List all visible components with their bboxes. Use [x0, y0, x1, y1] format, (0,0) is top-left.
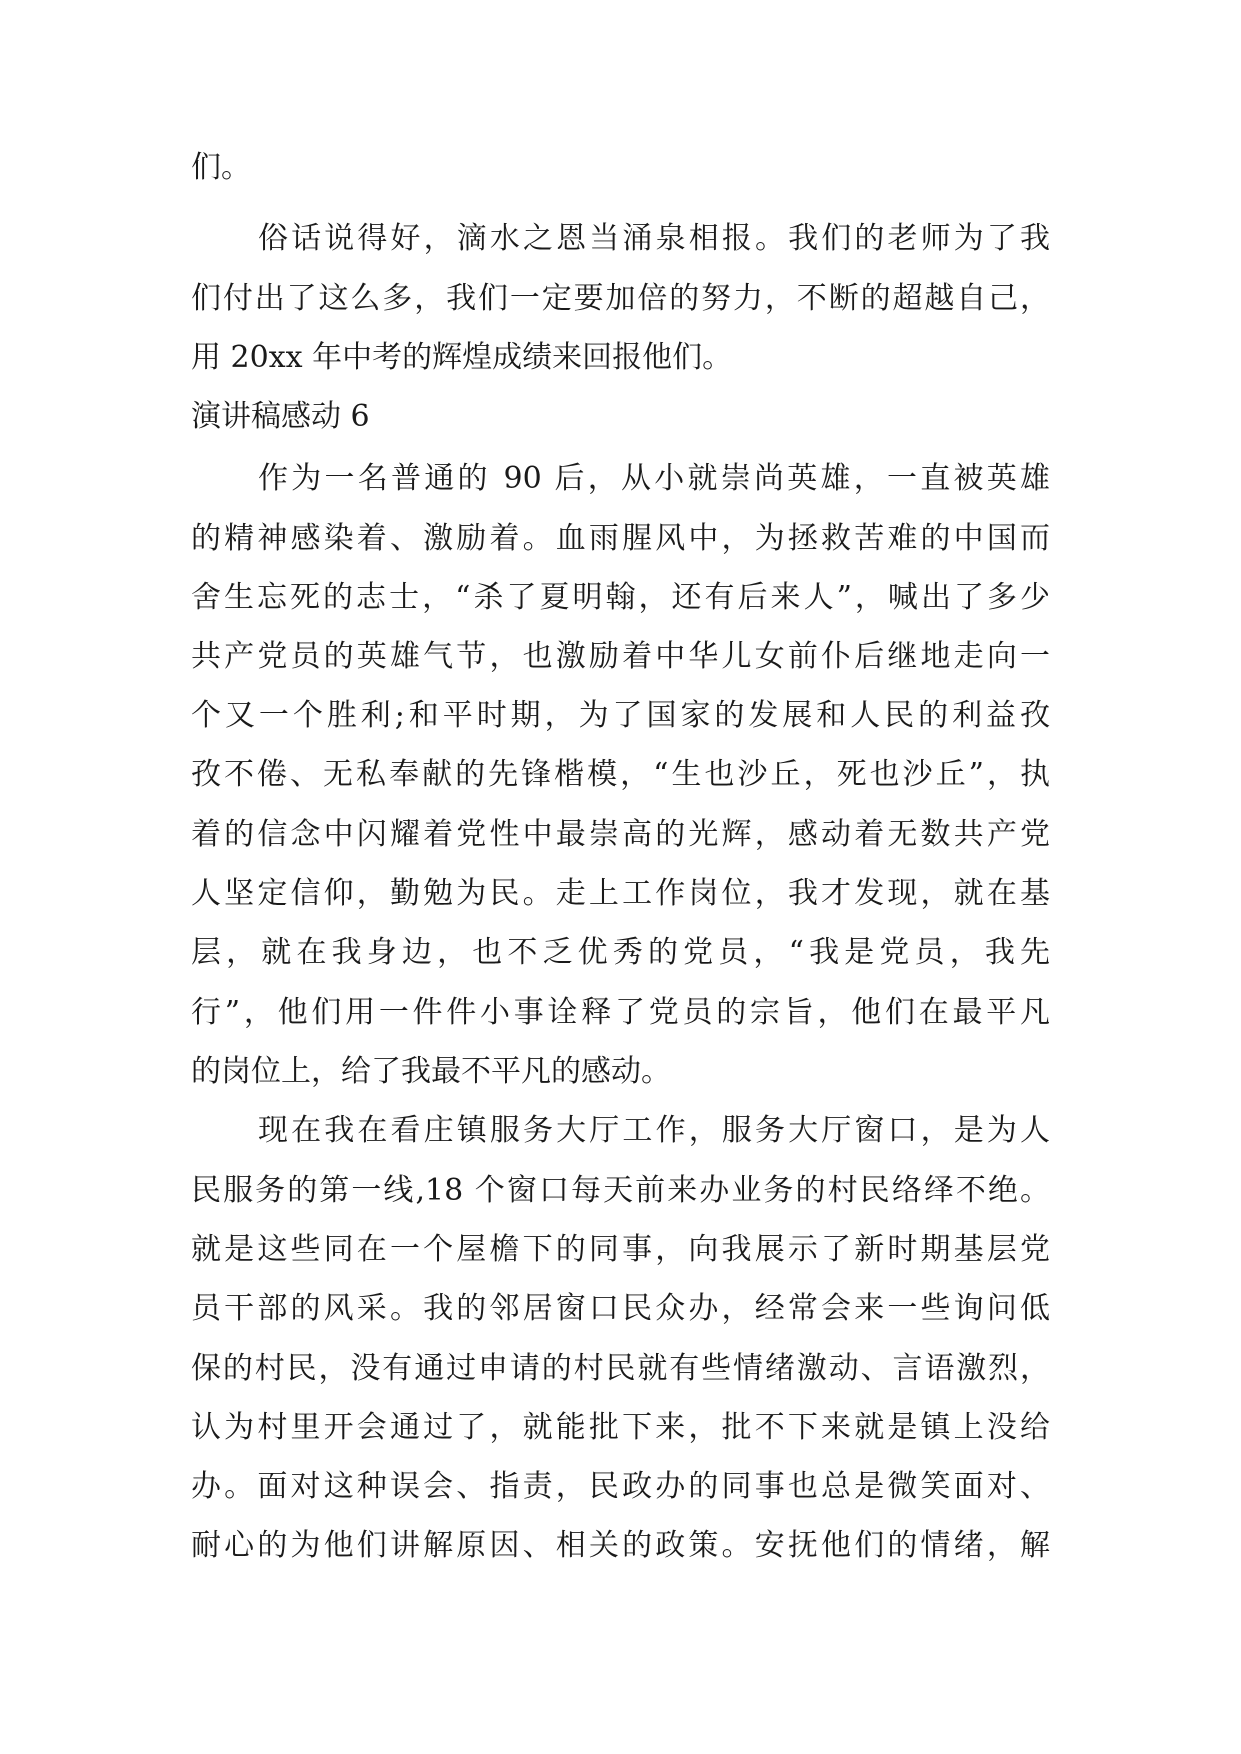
text-line: 人坚定信仰，勤勉为民。走上工作岗位，我才发现，就在基 — [191, 876, 1050, 911]
text-line: 就是这些同在一个屋檐下的同事，向我展示了新时期基层党 — [191, 1232, 1050, 1267]
text-line: 保的村民，没有通过申请的村民就有些情绪激动、言语激烈， — [191, 1351, 1050, 1386]
paragraph-first-line: 现在我在看庄镇服务大厅工作，服务大厅窗口，是为人 — [258, 1113, 1050, 1148]
text-line: 共产党员的英雄气节，也激励着中华儿女前仆后继地走向一 — [191, 639, 1050, 674]
text-line: 们。 — [191, 150, 251, 185]
text-line: 个又一个胜利;和平时期，为了国家的发展和人民的利益孜 — [191, 698, 1050, 733]
text-line: 们付出了这么多，我们一定要加倍的努力，不断的超越自己， — [191, 281, 1050, 316]
text-line: 层，就在我身边，也不乏优秀的党员，“我是党员，我先 — [191, 935, 1050, 970]
text-line: 的岗位上，给了我最不平凡的感动。 — [191, 1054, 671, 1089]
text-line: 员干部的风采。我的邻居窗口民众办，经常会来一些询问低 — [191, 1291, 1050, 1326]
text-line: 行”，他们用一件件小事诠释了党员的宗旨，他们在最平凡 — [191, 995, 1050, 1030]
text-line: 用 20xx 年中考的辉煌成绩来回报他们。 — [191, 340, 733, 375]
text-line: 着的信念中闪耀着党性中最崇高的光辉，感动着无数共产党 — [191, 817, 1050, 852]
text-line: 认为村里开会通过了，就能批下来，批不下来就是镇上没给 — [191, 1410, 1050, 1445]
text-line: 耐心的为他们讲解原因、相关的政策。安抚他们的情绪，解 — [191, 1528, 1050, 1563]
text-line: 孜不倦、无私奉献的先锋楷模，“生也沙丘，死也沙丘”，执 — [191, 757, 1050, 792]
paragraph-first-line: 俗话说得好，滴水之恩当涌泉相报。我们的老师为了我 — [258, 221, 1050, 256]
text-line: 的精神感染着、激励着。血雨腥风中，为拯救苦难的中国而 — [191, 521, 1050, 556]
section-heading: 演讲稿感动 6 — [191, 399, 370, 434]
text-line: 舍生忘死的志士，“杀了夏明翰，还有后来人”，喊出了多少 — [191, 580, 1050, 615]
text-line: 办。面对这种误会、指责，民政办的同事也总是微笑面对、 — [191, 1469, 1050, 1504]
text-line: 民服务的第一线,18 个窗口每天前来办业务的村民络绎不绝。 — [191, 1173, 1050, 1208]
paragraph-first-line: 作为一名普通的 90 后，从小就崇尚英雄，一直被英雄 — [258, 461, 1050, 496]
